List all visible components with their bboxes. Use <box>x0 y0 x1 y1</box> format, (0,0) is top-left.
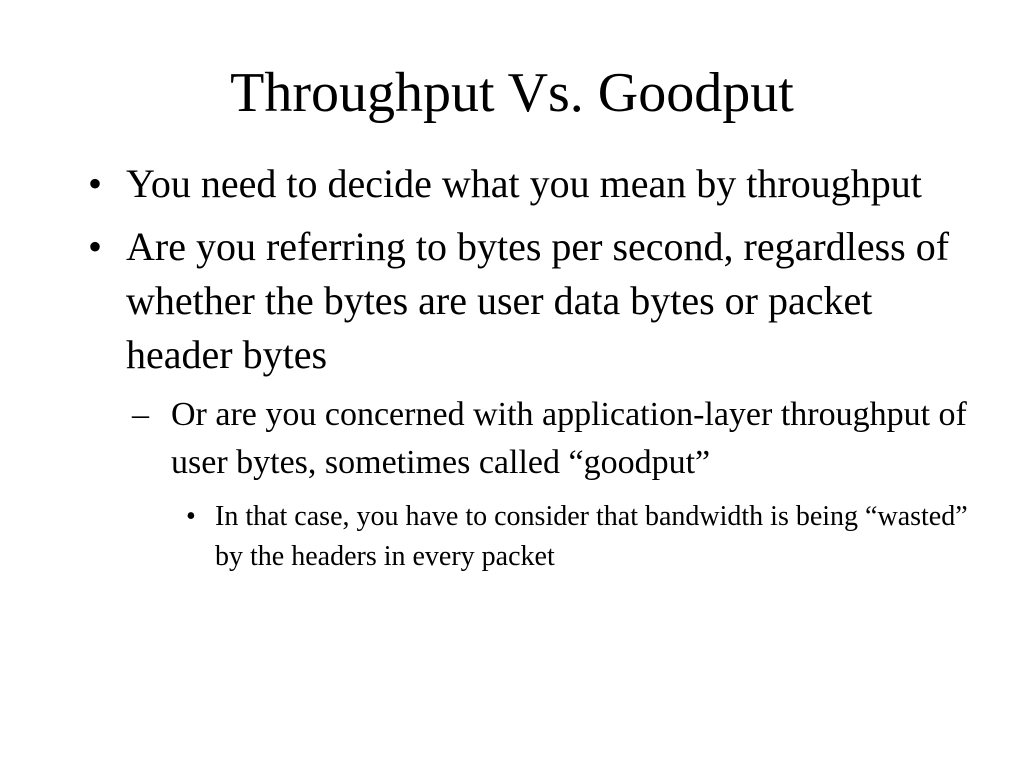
bullet-marker: • <box>88 224 103 269</box>
bullet-text: You need to decide what you mean by throughput <box>126 161 922 206</box>
sub-sub-bullet-item <box>186 497 968 577</box>
sub-bullet-text: Or are you concerned with application-layer throughput of user bytes, sometimes called “goodput” <box>171 396 967 481</box>
bullet-item <box>88 220 968 382</box>
sub-bullet-marker: – <box>132 396 149 433</box>
slide-body <box>88 157 968 577</box>
bullet-item <box>88 157 968 211</box>
bullet-marker: • <box>88 161 103 206</box>
sub-sub-bullet-text: In that case, you have to consider that bandwidth is being “wasted” by the headers in every packet <box>215 501 968 572</box>
sub-bullet-item <box>132 391 968 487</box>
bullet-text: Are you referring to bytes per second, regardless of whether the bytes are user data bytes or packet header bytes <box>126 224 950 377</box>
slide-title: Throughput Vs. Goodput <box>230 62 794 124</box>
sub-sub-bullet-marker: • <box>186 501 196 532</box>
